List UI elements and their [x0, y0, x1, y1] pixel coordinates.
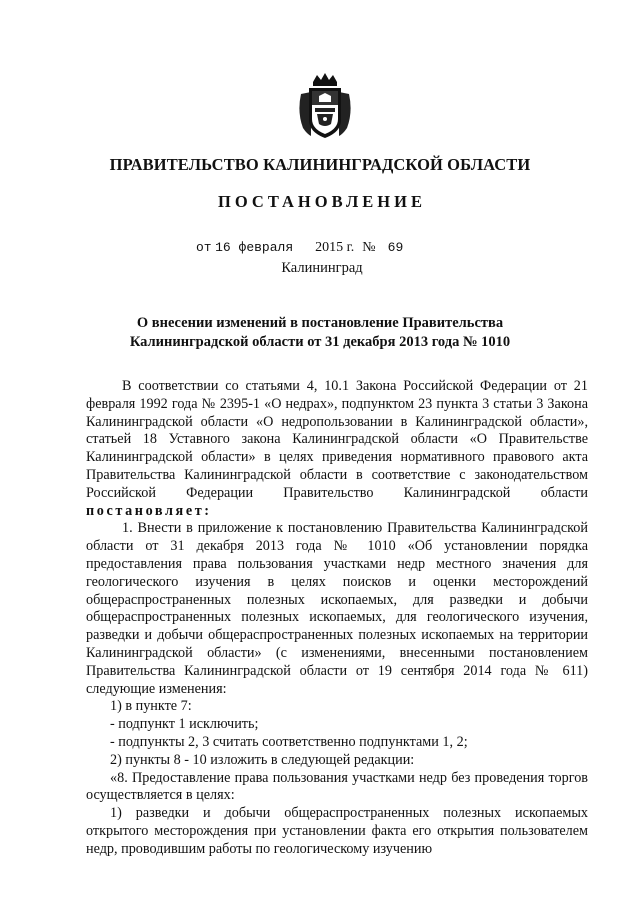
- subject-line-2: Калининградской области от 31 декабря 2013 года № 1010: [129, 334, 511, 350]
- subject-line-1: О внесении изменений в постановление Правительства: [136, 315, 504, 331]
- document-subject: [100, 314, 540, 352]
- coat-of-arms-icon: [297, 72, 353, 142]
- city: Калининград: [281, 260, 363, 276]
- paragraph-subitem-1: 1) в пункте 7:: [110, 698, 192, 715]
- paragraph-subitem-2: 2) пункты 8 - 10 изложить в следующей редакции:: [110, 751, 415, 768]
- date-year: 2015 г.: [315, 240, 355, 255]
- document-number: 69: [387, 240, 404, 255]
- paragraph-renumber: - подпункты 2, 3 считать соответственно подпунктами 1, 2;: [110, 733, 468, 750]
- paragraph-quote-8: «8. Предоставление права пользования участками недр без проведения торгов осуществляется в целях:: [86, 769, 588, 804]
- preamble-text: В соответствии со статьями 4, 10.1 Закона Российской Федерации от 21 февраля 1992 года № 2395-1 «О недрах», подпунктом 23 пункта 3 статьи 3 Закона Калининградской области «О недропользовании в Калининградской области», статьей 18 Уставного закона Калининградской области «О Правительстве Калининградской области» в целях приведения нормативного правового акта Правительства Калининградской области в соответствие с законодательством Российской Федерации Правительство Калининградской области: [86, 378, 588, 501]
- paragraph-exclude: - подпункт 1 исключить;: [110, 716, 259, 733]
- date-number-line: [196, 240, 403, 256]
- government-title: ПРАВИТЕЛЬСТВО КАЛИНИНГРАДСКОЙ ОБЛАСТИ: [109, 155, 531, 174]
- decree-word: постановляет:: [86, 502, 212, 519]
- date-prefix: от: [196, 240, 212, 255]
- paragraph-quote-8-1: 1) разведки и добычи общераспространенных полезных ископаемых открытого месторождения при установлении факта его открытия пользователем недр, проводившим работы по геологическому изучению: [86, 805, 588, 857]
- document-type: ПОСТАНОВЛЕНИЕ: [218, 192, 426, 211]
- paragraph-item-1: 1. Внести в приложение к постановлению Правительства Калининградской области от 31 декабря 2013 года № 1010 «Об установлении порядка предоставления права пользования участками недр местного значения для геологического изучения в целях поисков и оценки месторождений общераспространенных полезных ископаемых, для разведки и добычи общераспространенных полезных ископаемых, для геологического изучения, разведки и добычи общераспространенных полезных ископаемых на территории Калининградской области» (с изменениями, внесенными постановлением Правительства Калининградской области от 19 сентября 2014 года № 611) следующие изменения:: [86, 520, 588, 697]
- number-sign: №: [362, 240, 376, 255]
- paragraph-preamble: [86, 378, 588, 520]
- document-body: [86, 378, 588, 859]
- date-day-month: 16 февраля: [215, 240, 294, 255]
